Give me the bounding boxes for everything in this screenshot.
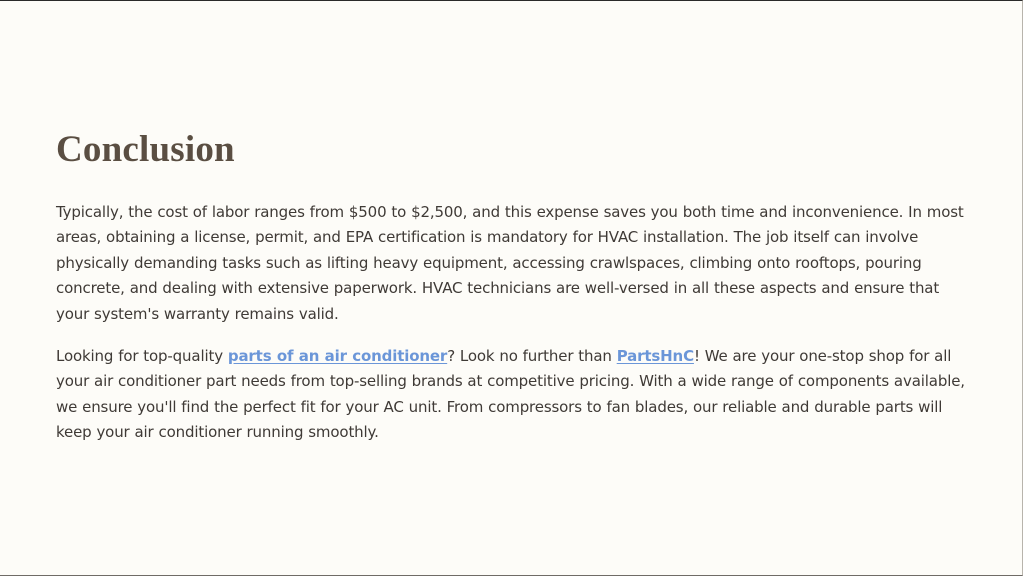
conclusion-slide xyxy=(56,128,968,446)
promo-text-intro: Looking for top-quality xyxy=(56,347,228,366)
page-title: Conclusion xyxy=(56,129,235,170)
parts-promo-paragraph xyxy=(56,344,968,446)
promo-text-body: ! We are your one-stop shop for all your air conditioner part needs from top-selling brands at competitive pricing. With a wide range of components available, we ensure you'll find the perfect fit for your AC unit. From compressors to fan blades, our reliable and durable parts will keep your air conditioner running smoothly. xyxy=(56,347,965,442)
partshnc-link[interactable]: PartsHnC xyxy=(616,347,694,366)
promo-text-middle: ? Look no further than xyxy=(447,347,617,366)
air-conditioner-parts-link[interactable]: parts of an air conditioner xyxy=(227,347,448,366)
labor-cost-paragraph: Typically, the cost of labor ranges from $500 to $2,500, and this expense saves you both time and inconvenience. In most areas, obtaining a license, permit, and EPA certification is mandatory for HVAC installation. The job itself can involve physically demanding tasks such as lifting heavy equipment, accessing crawlspaces, climbing onto rooftops, pouring concrete, and dealing with extensive paperwork. HVAC technicians are well-versed in all these aspects and ensure that your system's warranty remains valid. xyxy=(56,203,964,323)
